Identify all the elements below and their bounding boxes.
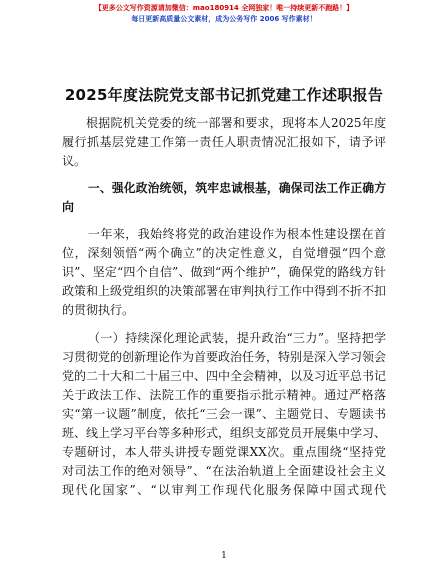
body-line: 对司法工作的绝对领导”、“在法治轨道上全面建设社会主义	[62, 464, 386, 478]
section-heading-cont: 向	[62, 200, 75, 214]
banner-line-subtitle: 每日更新高质量公文素材，成为公务写作 2006 写作素材！	[131, 15, 317, 23]
page-number: 1	[221, 551, 227, 561]
body-line: 习贯彻党的创新理论作为首要政治任务，特别是深入学习领会	[62, 350, 387, 364]
body-line: 现代化国家”、“以审判工作现代化服务保障中国式现代	[62, 483, 386, 497]
body-line: 议。	[62, 154, 87, 168]
subsection-line: （一）持续深化理论武装，提升政治“三力”。坚持把学	[88, 331, 386, 345]
body-line: 实“第一议题”制度，依托“三会一课”、主题党日、专题读书	[62, 407, 386, 421]
section-heading: 一、强化政治统领，筑牢忠诚根基，确保司法工作正确方	[88, 181, 386, 195]
body-line: 党的二十大和二十届三中、四中全会精神，以及习近平总书记	[62, 369, 387, 383]
body-line: 的贯彻执行。	[62, 303, 135, 317]
body-line: 识”、坚定“四个自信”、做到“两个维护”，确保党的路线方针	[62, 265, 386, 279]
body-line: 根据院机关党委的统一部署和要求，现将本人2025年度	[86, 116, 386, 130]
body-line: 一年来，我始终将党的政治建设作为根本性建设摆在首	[88, 227, 386, 241]
banner-line-promo: 【更多公文写作资源请加微信：mao180914 全网独家！唯一持续更新不跑路！】	[94, 4, 354, 12]
body-line: 位，深刻领悟“两个确立”的决定性意义，自觉增强“四个意	[62, 246, 386, 260]
body-line: 履行抓基层党建工作第一责任人职责情况汇报如下，请予评	[62, 135, 386, 149]
body-line: 关于政法工作、法院工作的重要指示批示精神。通过严格落	[62, 388, 386, 402]
body-line: 政策和上级党组织的决策部署在审判执行工作中得到不折不扣	[62, 284, 387, 298]
body-line: 专题研讨，本人带头讲授专题党课XX次。重点围绕“坚持党	[62, 445, 386, 459]
document-title: 2025年度法院党支部书记抓党建工作述职报告	[64, 86, 384, 104]
body-line: 班、线上学习平台等多种形式，组织支部党员开展集中学习、	[62, 426, 387, 440]
